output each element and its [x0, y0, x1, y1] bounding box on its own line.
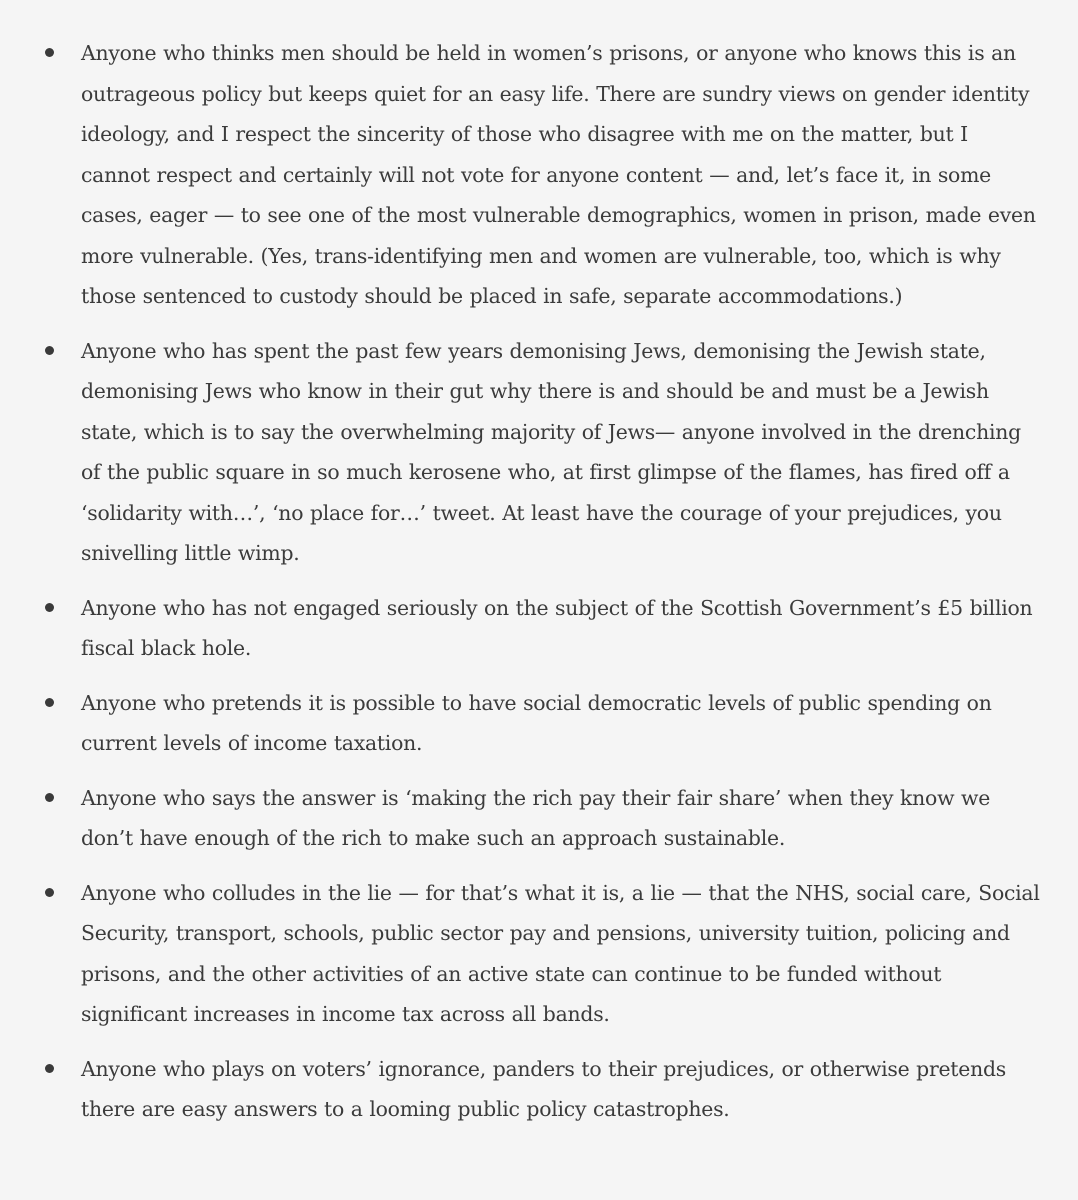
list-item [0, 1049, 1078, 1130]
list-item [0, 873, 1078, 1035]
list-item [0, 331, 1078, 574]
bullet-icon [45, 793, 54, 802]
bullet-icon [45, 48, 54, 57]
bullet-list [0, 33, 1078, 1130]
bullet-icon [45, 603, 54, 612]
bullet-icon [45, 888, 54, 897]
list-item [0, 683, 1078, 764]
list-item-text: Anyone who colludes in the lie — for that’s what it is, a lie — that the NHS, social care, Social Security, transport, schools, public sector pay and pensions, university tuition, policing and prisons, and the other activities of an active state can continue to be funded without significant increases in income tax across all bands. [81, 880, 1040, 1026]
list-item-text: Anyone who says the answer is ‘making the rich pay their fair share’ when they know we don’t have enough of the rich to make such an approach sustainable. [81, 785, 991, 850]
list-item-text: Anyone who plays on voters’ ignorance, panders to their prejudices, or otherwise pretends there are easy answers to a looming public policy catastrophes. [81, 1056, 1006, 1121]
list-item [0, 33, 1078, 317]
list-item [0, 778, 1078, 859]
article-body [0, 33, 1078, 1144]
list-item [0, 588, 1078, 669]
list-item-text: Anyone who has spent the past few years demonising Jews, demonising the Jewish state, demonising Jews who know in their gut why there is and should be and must be a Jewish state, which is to say the overwhelming majority of Jews— anyone involved in the drenching of the public square in so much kerosene who, at first glimpse of the flames, has fired off a ‘solidarity with…’, ‘no place for…’ tweet. At least have the courage of your prejudices, you snivelling little wimp. [81, 338, 1021, 565]
list-item-text: Anyone who has not engaged seriously on the subject of the Scottish Government’s £5 billion fiscal black hole. [81, 595, 1033, 660]
list-item-text: Anyone who thinks men should be held in women’s prisons, or anyone who knows this is an outrageous policy but keeps quiet for an easy life. There are sundry views on gender identity ideology, and I respect the sincerity of those who disagree with me on the matter, but I cannot respect and certainly will not vote for anyone content — and, let’s face it, in some cases, eager — to see one of the most vulnerable demographics, women in prison, made even more vulnerable. (Yes, trans-identifying men and women are vulnerable, too, which is why those sentenced to custody should be placed in safe, separate accommodations.) [81, 41, 1036, 308]
list-item-text: Anyone who pretends it is possible to have social democratic levels of public spending on current levels of income taxation. [81, 690, 992, 755]
bullet-icon [45, 698, 54, 707]
bullet-icon [45, 346, 54, 355]
bullet-icon [45, 1064, 54, 1073]
